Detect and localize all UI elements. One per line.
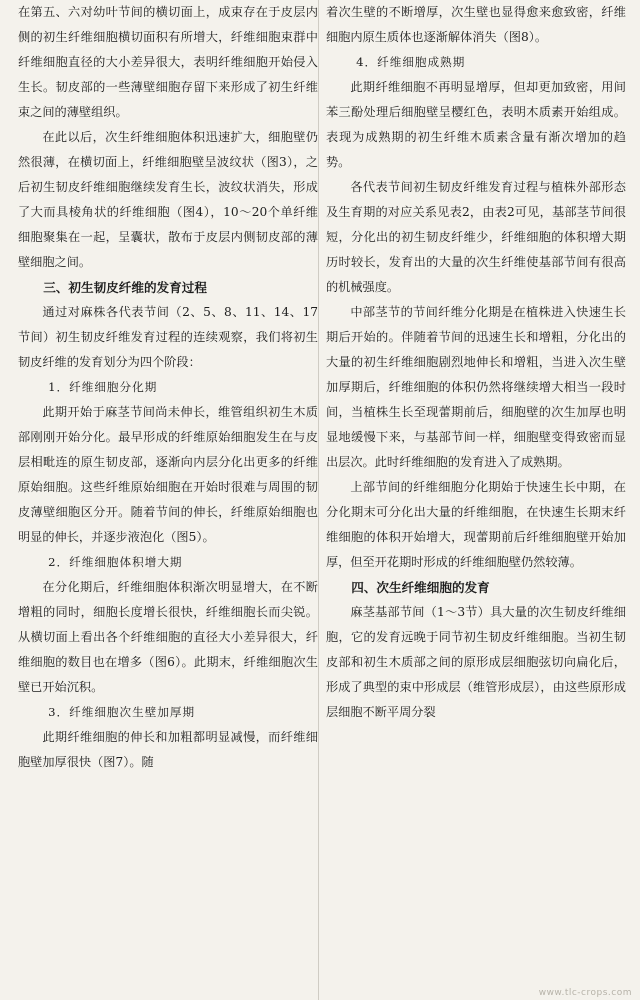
subsection-heading: 1．纤维细胞分化期 [48,380,158,394]
paragraph: 此期纤维细胞不再明显增厚，但却更加致密，用间苯三酚处理后细胞壁呈樱红色，表明木质素开始组成。表现为成熟期的初生纤维木质素含量有渐次增加的趋势。 [326,80,626,169]
subsection-heading: 2．纤维细胞体积增大期 [48,555,183,569]
paragraph: 在分化期后，纤维细胞体积渐次明显增大，在不断增粗的同时，细胞长度增长很快，纤维细胞长而尖锐。从横切面上看出各个纤维细胞的直径大小差异很大，纤维细胞的数目也在增多（图6）。此期末，纤维细胞次生壁已开始沉积。 [18,580,318,694]
paragraph: 此期纤维细胞的伸长和加粗都明显减慢，而纤维细胞壁加厚很快（图7）。随 [18,730,318,769]
paragraph: 上部节间的纤维细胞分化期始于快速生长中期，在分化期末可分化出大量的纤维细胞，在快速生长期末纤维细胞的体积开始增大，现蕾期前后纤维细胞壁开始加厚，但至开花期时形成的纤维细胞壁仍然较薄。 [326,480,626,569]
paragraph: 中部茎节的节间纤维分化期是在植株进入快速生长期后开始的。伴随着节间的迅速生长和增粗，分化出的大量的初生纤维细胞剧烈地伸长和增粗，当进入次生壁加厚期后，纤维细胞的体积仍然将继续增大相当一段时间，当植株生长至现蕾期前后，细胞壁的次生加厚也明显地缓慢下来，与基部节间一样，细胞壁变得致密而显出层次。此时纤维细胞的发育进入了成熟期。 [326,305,626,469]
section-heading: 三、初生韧皮纤维的发育过程 [43,280,207,295]
paragraph: 着次生壁的不断增厚，次生壁也显得愈来愈致密，纤维细胞内原生质体也逐渐解体消失（图8）。 [326,5,626,44]
paragraph: 各代表节间初生韧皮纤维发育过程与植株外部形态及生育期的对应关系见表2，由表2可见，基部茎节间很短，分化出的初生韧皮纤维少，纤维细胞的体积增大期历时较长，发育出的大量的次生纤维使基部节间有很高的机械强度。 [326,180,626,294]
subsection-heading: 3．纤维细胞次生壁加厚期 [48,705,196,719]
section-heading: 四、次生纤维细胞的发育 [351,580,490,595]
left-column [18,0,318,775]
subsection-heading: 4．纤维细胞成熟期 [356,55,466,69]
right-column [326,0,626,725]
paragraph: 在第五、六对幼叶节间的横切面上，成束存在于皮层内侧的初生纤维细胞横切面积有所增大，纤维细胞束群中纤维细胞直径的大小差异很大，表明纤维细胞开始侵入生长。韧皮部的一些薄壁细胞存留下来形成了初生纤维束之间的薄壁组织。 [18,5,318,119]
paragraph: 通过对麻株各代表节间（2、5、8、11、14、17节间）初生韧皮纤维发育过程的连续观察，我们将初生韧皮纤维的发育划分为四个阶段： [18,305,318,369]
paragraph: 麻茎基部节间（1～3节）具大量的次生韧皮纤维细胞，它的发育远晚于同节初生韧皮纤维细胞。当初生韧皮部和初生木质部之间的原形成层细胞弦切向扁化后，形成了典型的束中形成层（维管形成层），由这些原形成层细胞不断平周分裂 [326,605,626,719]
watermark: www.tlc-crops.com [538,988,632,998]
paragraph: 此期开始于麻茎节间尚未伸长，维管组织初生木质部刚刚开始分化。最早形成的纤维原始细胞发生在与皮层相毗连的原生韧皮部，逐渐向内层分化出更多的纤维原始细胞。这些纤维原始细胞在开始时很难与周围的韧皮薄壁细胞区分开。随着节间的伸长，纤维原始细胞也明显的伸长，并逐步液泡化（图5）。 [18,405,318,544]
column-divider [318,0,319,1000]
paragraph: 在此以后，次生纤维细胞体积迅速扩大，细胞壁仍然很薄，在横切面上，纤维细胞壁呈波纹状（图3），之后初生韧皮纤维细胞继续发育生长，波纹状消失，形成了大而具棱角状的纤维细胞（图4），10～20个单纤维细胞聚集在一起，呈囊状，散布于皮层内侧韧皮部的薄壁细胞之间。 [18,130,318,269]
